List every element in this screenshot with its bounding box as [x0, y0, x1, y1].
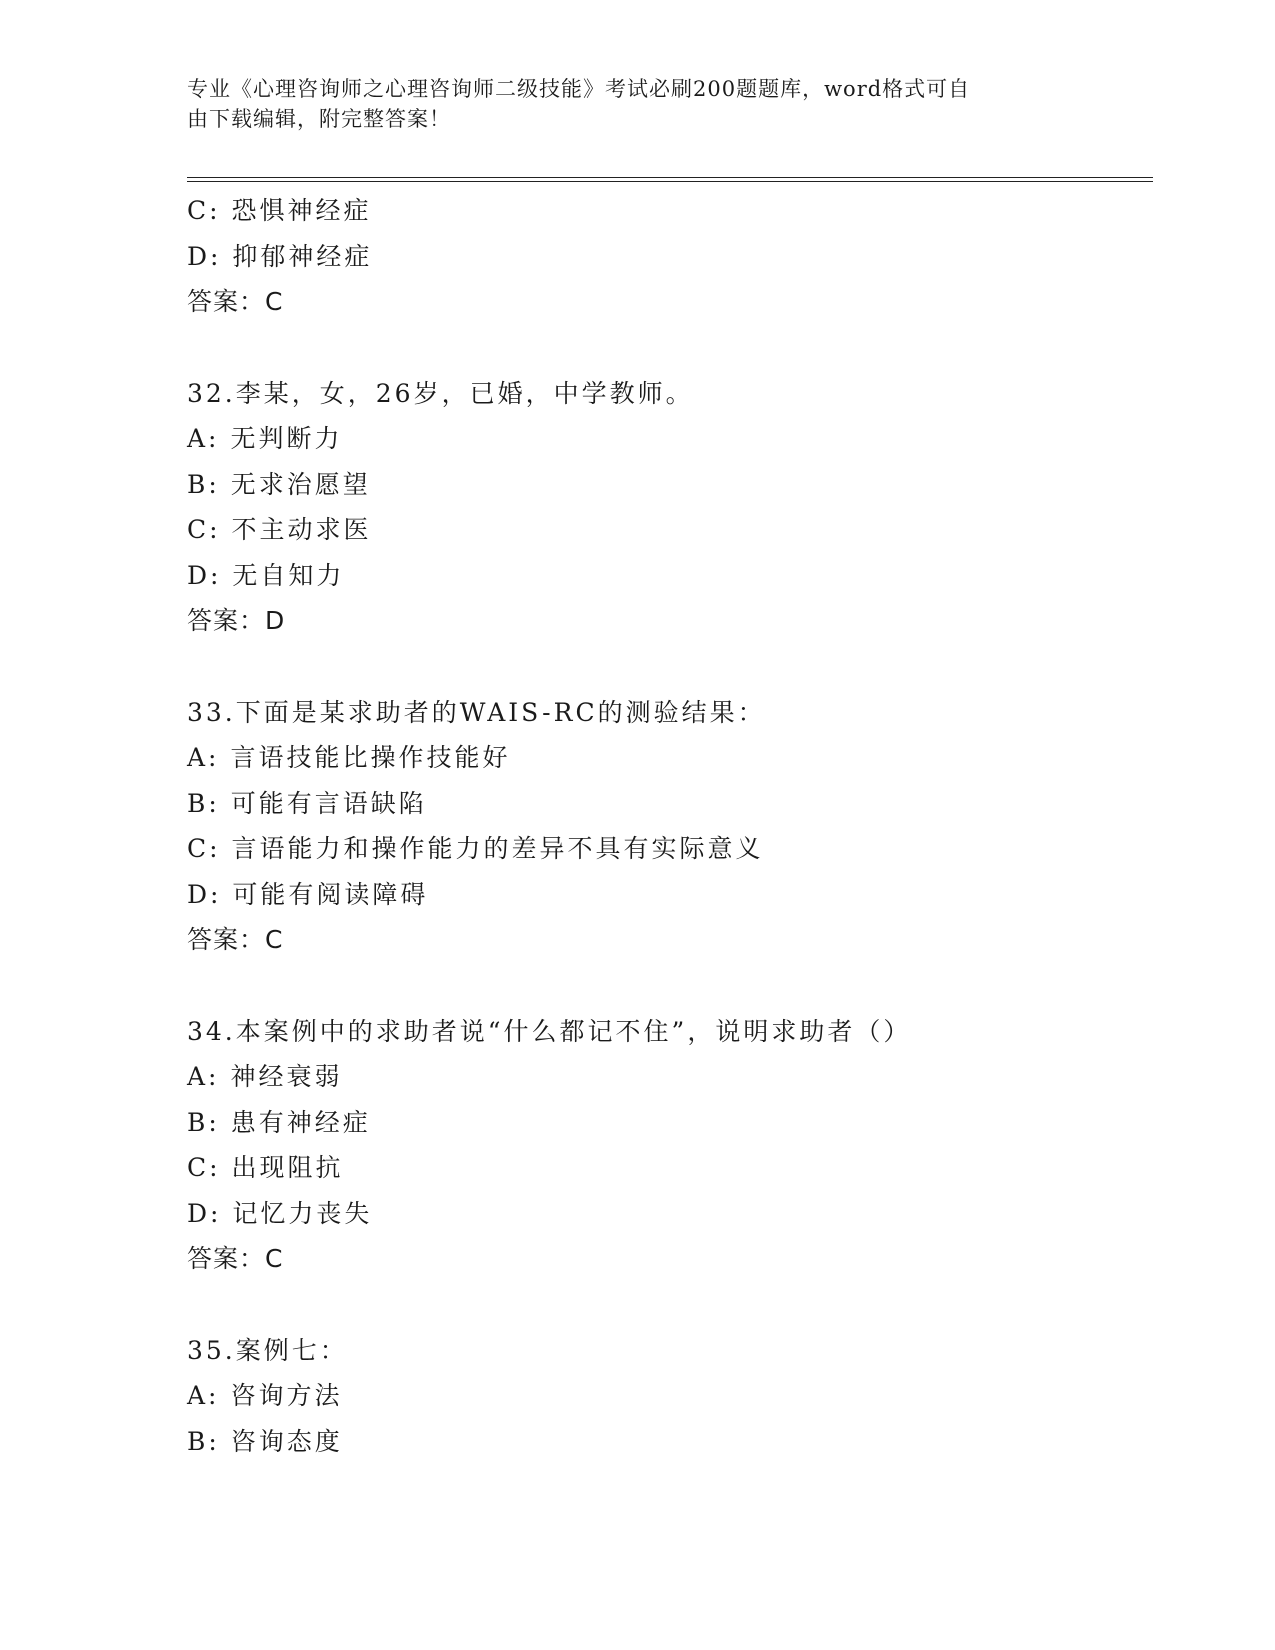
option-a: A: 神经衰弱 [187, 1062, 343, 1091]
answer-line: 答案：C [187, 1244, 284, 1273]
option-b: B: 可能有言语缺陷 [187, 788, 427, 818]
question-31-tail [187, 193, 1147, 330]
question-33 [187, 695, 1147, 968]
option-b: B: 患有神经症 [187, 1107, 371, 1137]
option-a: A: 言语技能比操作技能好 [187, 743, 511, 772]
question-stem: 34.本案例中的求助者说“什么都记不住”，说明求助者（） [187, 1016, 912, 1046]
option-c: C: 不主动求医 [187, 515, 372, 544]
document-header [187, 74, 1067, 134]
option-d: D: 记忆力丧失 [187, 1198, 373, 1228]
question-list [187, 193, 1147, 1469]
header-line-1: 专业《心理咨询师之心理咨询师二级技能》考试必刷200题题库，word格式可自 [187, 77, 971, 101]
option-c: C: 言语能力和操作能力的差异不具有实际意义 [187, 834, 764, 863]
question-stem: 33.下面是某求助者的WAIS-RC的测验结果： [187, 697, 766, 727]
option-c: C: 出现阻抗 [187, 1153, 344, 1182]
question-35 [187, 1333, 1147, 1470]
option-d: D: 抑郁神经症 [187, 241, 373, 271]
answer-line: 答案：C [187, 925, 284, 954]
header-divider [187, 177, 1153, 182]
question-34 [187, 1014, 1147, 1287]
option-c: C: 恐惧神经症 [187, 196, 372, 225]
answer-line: 答案：D [187, 606, 286, 635]
option-a: A: 咨询方法 [187, 1381, 343, 1410]
option-d: D: 无自知力 [187, 560, 345, 590]
option-b: B: 无求治愿望 [187, 469, 371, 499]
option-b: B: 咨询态度 [187, 1426, 343, 1456]
question-stem: 35.案例七： [187, 1335, 348, 1365]
option-a: A: 无判断力 [187, 424, 343, 453]
option-d: D: 可能有阅读障碍 [187, 879, 429, 909]
answer-line: 答案：C [187, 287, 284, 316]
header-line-2: 由下载编辑，附完整答案！ [187, 107, 451, 131]
question-32 [187, 376, 1147, 649]
question-stem: 32.李某，女，26岁，已婚，中学教师。 [187, 378, 694, 408]
